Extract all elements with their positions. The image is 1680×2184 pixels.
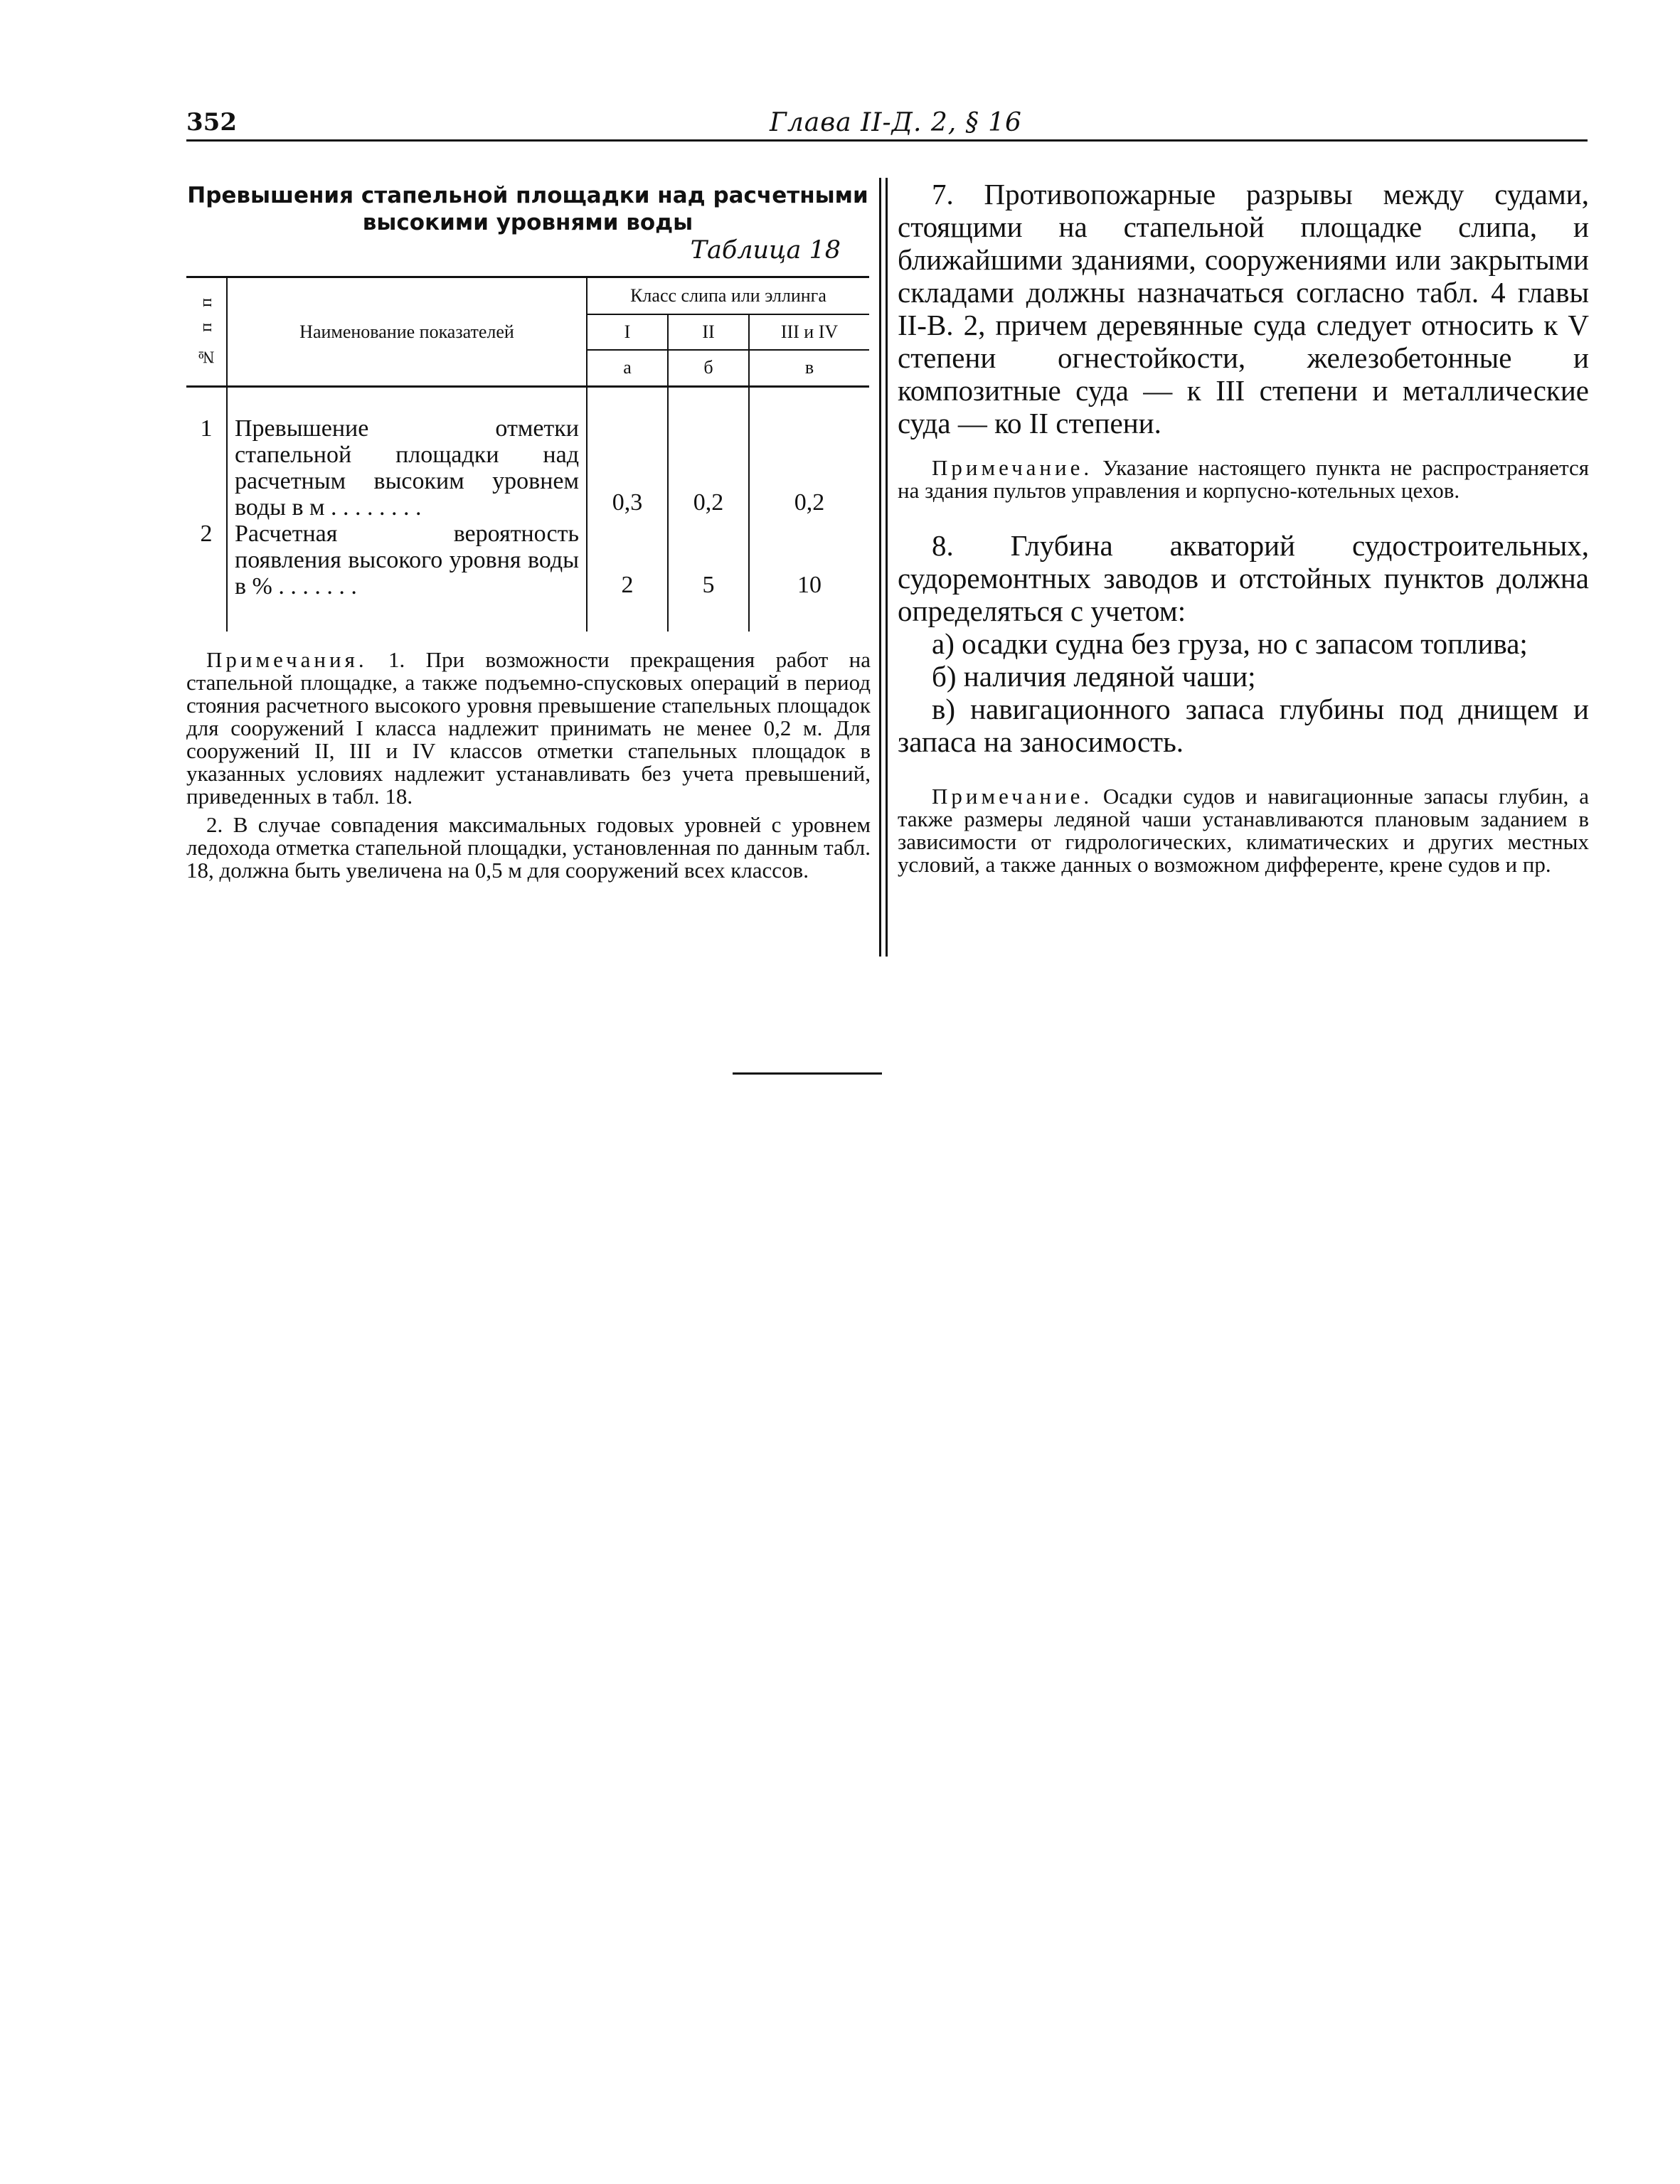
letter-header-a: а [587,350,668,387]
row-value: 5 [668,521,749,603]
paragraph-7: 7. Противопожарные разрывы между судами, стоящими на стапельной площадке слипа, и ближайшими зданиями, сооружениями или закрытыми складами должны назначаться согласно табл. 4 главы II-В. 2, причем деревянные суда следует относить к V степени огнестойкости, железобетонные и композитные суда — к III степени и металлические суда — ко II степени. [898,178,1589,440]
class-header-1: I [587,314,668,350]
table-label: Таблица 18 [690,236,841,265]
list-item: а) осадки судна без груза, но с запасом топлива; [932,627,1528,660]
note-8-label: Примечание. [932,784,1093,809]
class-header-2: II [668,314,749,350]
row-value: 0,2 [668,415,749,521]
row-value: 0,2 [794,489,825,516]
column-divider [879,178,888,957]
col-num-header: № п п [186,277,227,387]
list-item: в) навигационного запаса глубины под днищем и запаса на заносимость. [898,693,1589,758]
notes-label: Примечания. [206,647,368,672]
data-table [186,276,869,632]
table-title-line2: высокими уровнями воды [362,210,693,235]
table-title-line1: Превышения стапельной площадки над расчетными [187,183,868,208]
table-row [186,415,869,521]
row-value: 10 [797,571,822,598]
note-7-label: Примечание. [932,455,1093,480]
row-number: 2 [186,521,227,603]
table-notes [186,649,871,888]
col-group-header: Класс слипа или эллинга [587,277,869,314]
table-row [186,521,869,603]
row-value: 2 [587,521,668,603]
row-number: 1 [186,415,227,521]
row-name: Превышение отметки стапельной площадки над расчетным высоким уровнем воды в м . . . . . . . . [227,415,587,521]
letter-header-b: б [668,350,749,387]
page-header [186,104,1588,142]
list-item: б) наличия ледяной чаши; [932,660,1256,693]
end-rule [733,1072,882,1075]
row-name: Расчетная вероятность появления высокого уровня воды в % . . . . . . . [227,521,587,603]
running-title: Глава II-Д. 2, § 16 [770,108,1022,137]
paragraph-8: 8. Глубина акваторий судостроительных, судоремонтных заводов и отстойных пунктов должна определяться с учетом: [898,529,1589,627]
note-8: Примечание. Осадки судов и навигационные запасы глубин, а также размеры ледяной чаши устанавливаются плановым заданием в зависимости от гидрологических, климатических и других местных условий, а также данных о возможном дифференте, крене судов и пр. [898,784,1589,877]
row-value: 0,3 [587,415,668,521]
col-name-header: Наименование показателей [227,277,587,387]
right-column [898,178,1589,876]
note-7: Примечание. Указание настоящего пункта не распространяется на здания пультов управления и корпусно-котельных цехов. [898,455,1590,503]
letter-header-c: в [749,350,869,387]
class-header-3: III и IV [749,314,869,350]
table-note-2: 2. В случае совпадения максимальных годовых уровней с уровнем ледохода отметка стапельной площадки, установленная по данным табл. 18, должна быть увеличена на 0,5 м для сооружений всех классов. [186,812,871,883]
table-note-1: Примечания. 1. При возможности прекращения работ на стапельной площадке, а также подъемно-спусковых операций в период стояния расчетного высокого уровня превышение стапельных площадок для сооружений I класса надлежит принимать не менее 0,2 м. Для сооружений II, III и IV классов отметки стапельных площадок в указанных условиях надлежит устанавливать без учета превышений, приведенных в табл. 18. [186,647,871,809]
page-number: 352 [186,108,237,137]
table-title [186,182,869,236]
